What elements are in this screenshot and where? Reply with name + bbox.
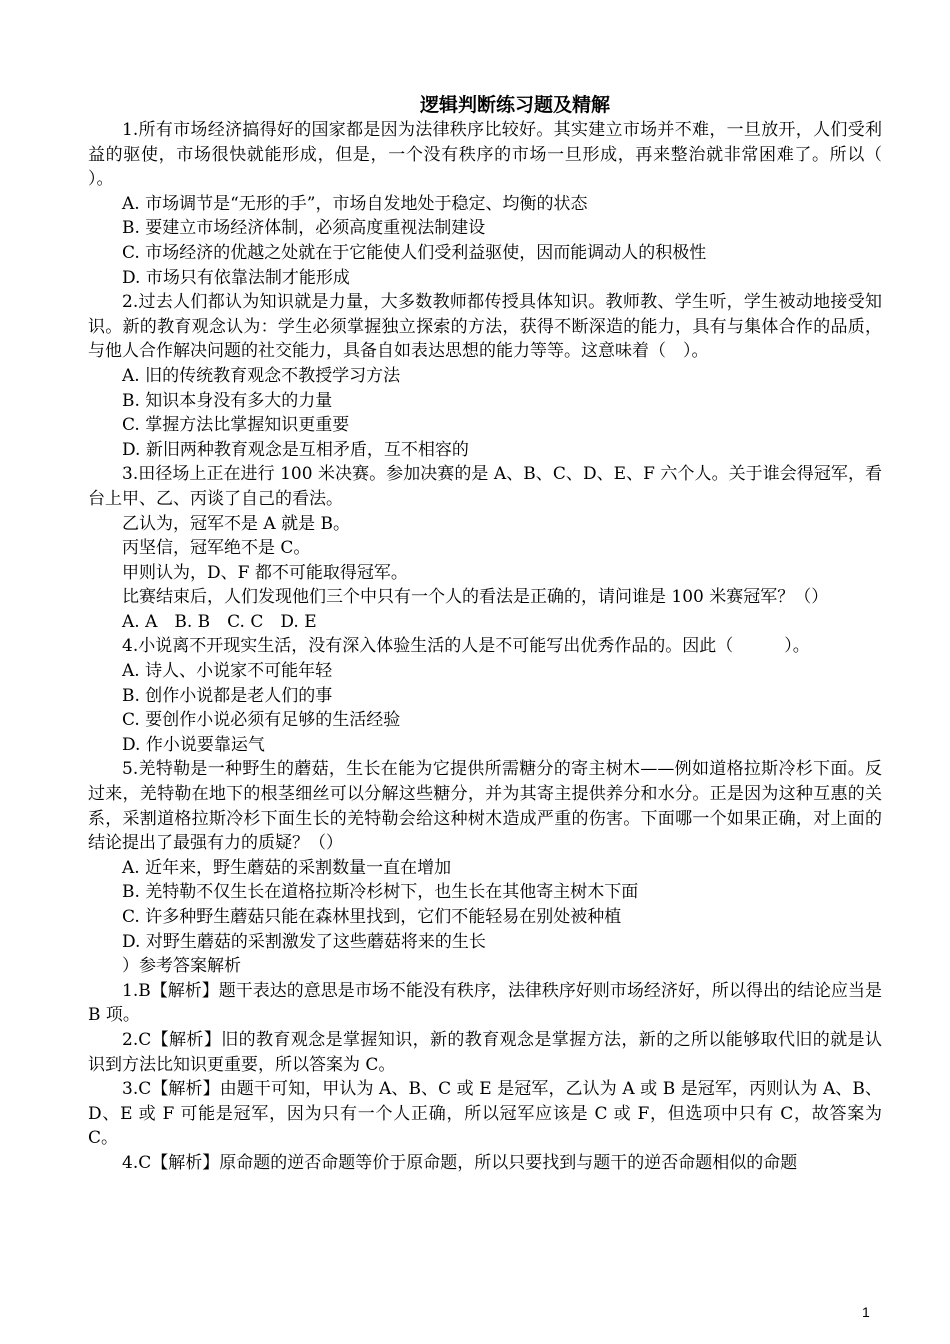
option-line: B. 要建立市场经济体制，必须高度重视法制建设: [122, 218, 486, 239]
option-line: 乙认为，冠军不是 A 就是 B。: [122, 513, 350, 534]
option-line: D. 新旧两种教育观念是互相矛盾，互不相容的: [122, 439, 469, 460]
option-line: A. 近年来，野生蘑菇的采割数量一直在增加: [122, 857, 452, 878]
paragraph: 比赛结束后，人们发现他们三个中只有一个人的看法是正确的，请问谁是 100 米赛冠军？（）: [122, 587, 829, 608]
option-line: 丙坚信，冠军绝不是 C。: [122, 538, 311, 559]
option-line: C. 市场经济的优越之处就在于它能使人们受利益驱使，因而能调动人的积极性: [122, 242, 707, 263]
option-line: D. 市场只有依靠法制才能形成: [122, 267, 350, 288]
option-line: C. 要创作小说必须有足够的生活经验: [122, 710, 401, 731]
option-line: D. 对野生蘑菇的采割激发了这些蘑菇将来的生长: [122, 931, 486, 952]
paragraph: 4.C【解析】原命题的逆否命题等价于原命题，所以只要找到与题干的逆否命题相似的命题: [122, 1152, 798, 1173]
option-line: D. 作小说要靠运气: [122, 734, 265, 755]
document-title: 逻辑判断练习题及精解: [419, 94, 610, 116]
option-line: B. 知识本身没有多大的力量: [122, 390, 333, 411]
option-line: A. 市场调节是“无形的手”，市场自发地处于稳定、均衡的状态: [122, 193, 588, 214]
option-line: A. 诗人、小说家不可能年轻: [122, 661, 333, 682]
option-line: ）参考答案解析: [122, 956, 241, 977]
option-line: A. A B. B C. C D. E: [122, 611, 317, 632]
option-line: B. 创作小说都是老人们的事: [122, 685, 333, 706]
option-line: A. 旧的传统教育观念不教授学习方法: [122, 365, 401, 386]
paragraph: 1.B【解析】题干表达的意思是市场不能没有秩序，法律秩序好则市场经济好，所以得出的结论应当是 B 项。: [88, 980, 882, 1026]
paragraph: 2.过去人们都认为知识就是力量，大多数教师都传授具体知识。教师教、学生听，学生被动地接受知识。新的教育观念认为：学生必须掌握独立探索的方法，获得不断深造的能力，具有与集体合作的品质，与他人合作解决问题的社交能力，具备自如表达思想的能力等等。这意味着（ ）。: [88, 292, 882, 362]
page-number: 1: [862, 1304, 870, 1320]
paragraph: 3.田径场上正在进行 100 米决赛。参加决赛的是 A、B、C、D、E、F 六个人。关于谁会得冠军，看台上甲、乙、丙谈了自己的看法。: [88, 464, 882, 509]
option-line: 甲则认为，D、F 都不可能取得冠军。: [122, 562, 408, 583]
option-line: C. 掌握方法比掌握知识更重要: [122, 415, 350, 436]
paragraph: 3.C【解析】由题干可知，甲认为 A、B、C 或 E 是冠军，乙认为 A 或 B 是冠军，丙则认为 A、B、D、E 或 F 可能是冠军，因为只有一个人正确，所以冠军应该是 C 或 F，但选项中只有 C，故答案为 C。: [88, 1079, 882, 1149]
paragraph: 4.小说离不开现实生活，没有深入体验生活的人是不可能写出优秀作品的。因此（ ）。: [122, 636, 810, 657]
paragraph: 2.C【解析】旧的教育观念是掌握知识，新的教育观念是掌握方法，新的之所以能够取代旧的就是认识到方法比知识更重要，所以答案为 C。: [88, 1029, 882, 1075]
paragraph: 5.羌特勒是一种野生的蘑菇，生长在能为它提供所需糖分的寄主树木——例如道格拉斯冷杉下面。反过来，羌特勒在地下的根茎细丝可以分解这些糖分，并为其寄主提供养分和水分。正是因为这种互惠的关系，采割道格拉斯冷杉下面生长的羌特勒会给这种树木造成严重的伤害。下面哪一个如果正确，对上面的结论提出了最强有力的质疑？（）: [88, 759, 882, 854]
option-line: B. 羌特勒不仅生长在道格拉斯冷杉树下，也生长在其他寄主树木下面: [122, 882, 639, 903]
paragraph: 1.所有市场经济搞得好的国家都是因为法律秩序比较好。其实建立市场并不难，一旦放开，人们受利益的驱使，市场很快就能形成，但是，一个没有秩序的市场一旦形成，再来整治就非常困难了。所以（ ）。: [88, 120, 916, 190]
option-line: C. 许多种野生蘑菇只能在森林里找到，它们不能轻易在别处被种植: [122, 907, 622, 927]
document-body: [88, 118, 916, 1176]
